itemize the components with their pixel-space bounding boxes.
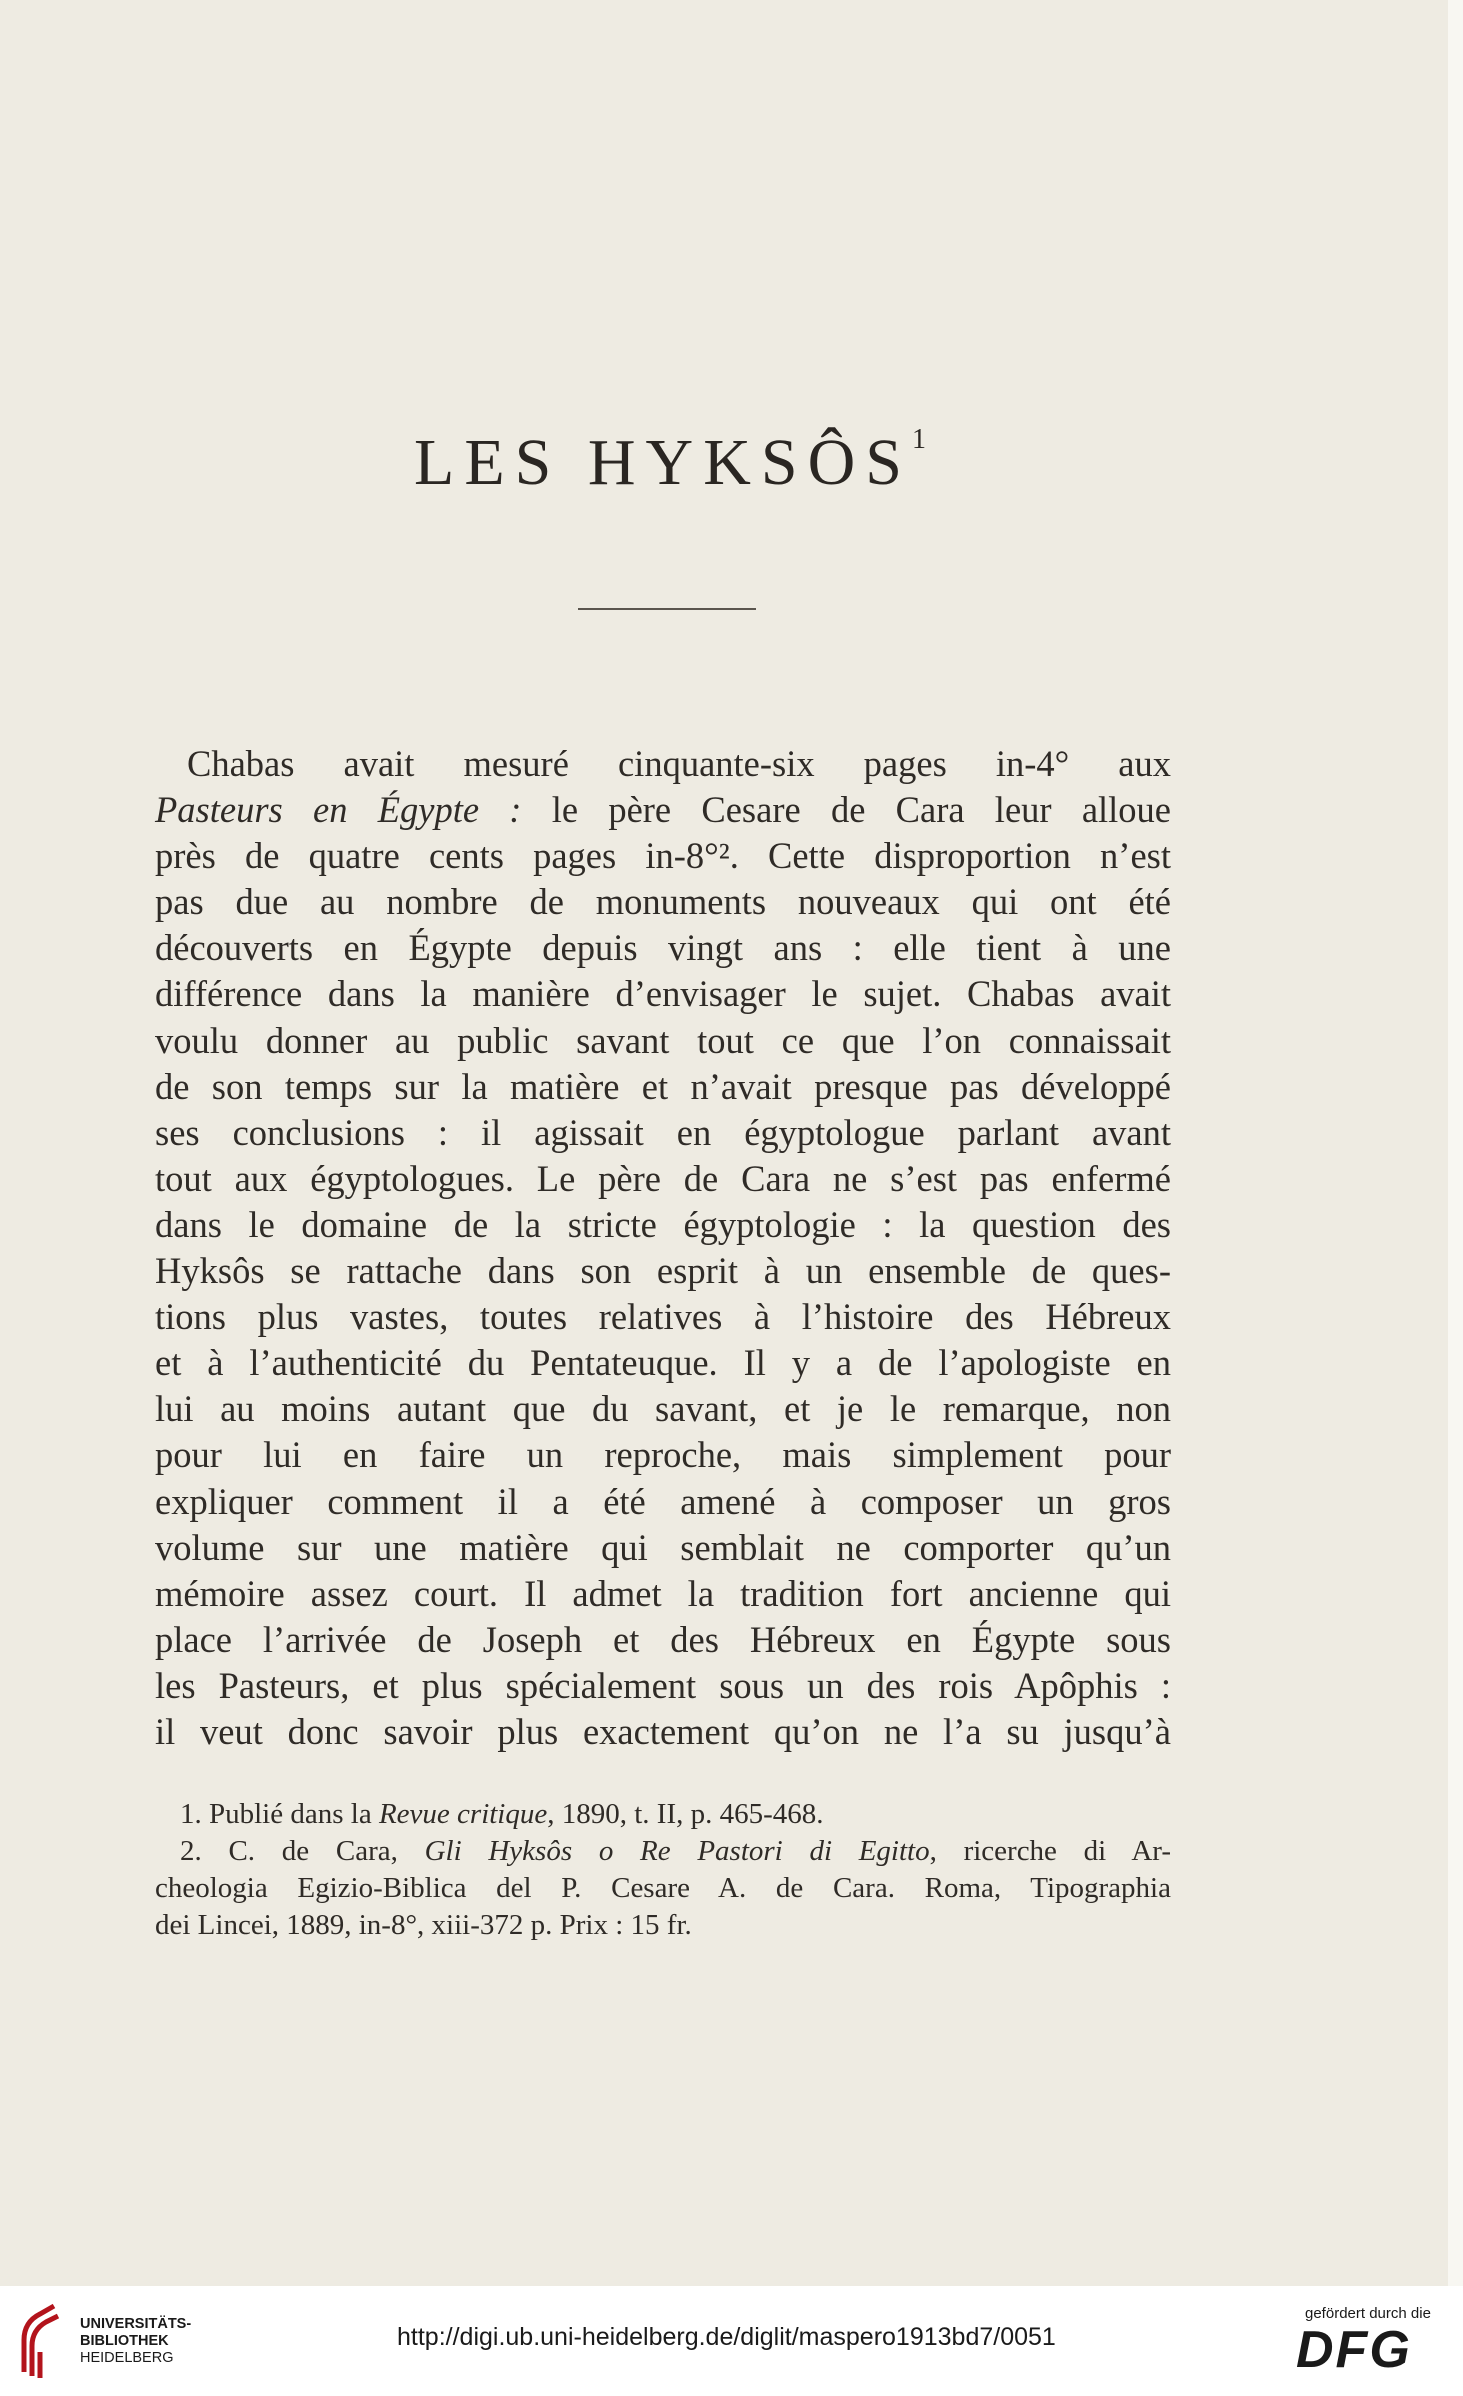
library-name-line-3: HEIDELBERG xyxy=(80,2350,174,2366)
library-name-line-1: UNIVERSITÄTS- xyxy=(80,2316,192,2332)
text-line: de son temps sur la matière et n’avait presque pas développé xyxy=(155,1065,1171,1107)
text-line-rest: le père Cesare de Cara leur alloue xyxy=(521,789,1171,831)
text-line: tions plus vastes, toutes relatives à l’histoire des Hébreux xyxy=(155,1296,1171,1338)
title-text: LES HYKSÔS xyxy=(414,426,912,499)
text-line: place l’arrivée de Joseph et des Hébreux en Égypte sous xyxy=(155,1618,1171,1660)
footnote-text: , 1890, t. II, p. 465-468. xyxy=(547,1798,824,1830)
footnote-1 xyxy=(155,1796,1171,1833)
footnotes xyxy=(155,1796,1171,1944)
text-line: volume sur une matière qui semblait ne comporter qu’un xyxy=(155,1526,1171,1568)
footnote-italic: Gli Hyksôs o Re Pastori di Egitto xyxy=(424,1835,930,1867)
footnote-text: , ricerche di Ar- xyxy=(929,1835,1171,1867)
text-line: et à l’authenticité du Pentateuque. Il y a de l’apologiste en xyxy=(155,1342,1171,1384)
page-edge xyxy=(1448,0,1463,2286)
text-line: voulu donner au public savant tout ce que l’on connaissait xyxy=(155,1019,1171,1061)
text-line: différence dans la manière d’envisager le sujet. Chabas avait xyxy=(155,973,1171,1015)
text-line: dans le domaine de la stricte égyptologie : la question des xyxy=(155,1203,1171,1245)
library-name xyxy=(80,2316,191,2367)
text-line: près de quatre cents pages in-8°². Cette disproportion n’est xyxy=(155,835,1171,877)
italic-title: Pasteurs en Égypte : xyxy=(155,789,522,831)
text-line: lui au moins autant que du savant, et je le remarque, non xyxy=(155,1388,1171,1430)
text-line: les Pasteurs, et plus spécialement sous un des rois Apôphis : xyxy=(155,1664,1171,1706)
text-line: découverts en Égypte depuis vingt ans : elle tient à une xyxy=(155,927,1171,969)
text-line: pas due au nombre de monuments nouveaux qui ont été xyxy=(155,881,1171,923)
text-line: Chabas avait mesuré cinquante-six pages in-4° aux xyxy=(187,743,1171,784)
footnote-2 xyxy=(155,1833,1171,1870)
text-line: tout aux égyptologues. Le père de Cara ne s’est pas enfermé xyxy=(155,1157,1171,1199)
page-title xyxy=(0,424,1340,499)
text-line: il veut donc savoir plus exactement qu’on ne l’a su jusqu’à xyxy=(155,1710,1171,1752)
text-line: pour lui en faire un reproche, mais simplement pour xyxy=(155,1434,1171,1476)
text-line xyxy=(155,787,1171,833)
source-url[interactable]: http://digi.ub.uni-heidelberg.de/diglit/maspero1913bd7/0051 xyxy=(397,2323,1056,2351)
title-divider xyxy=(578,608,756,610)
text-line: Hyksôs se rattache dans son esprit à un ensemble de ques- xyxy=(155,1250,1171,1292)
footnote-italic: Revue critique xyxy=(378,1798,548,1830)
library-name-line-2: BIBLIOTHEK xyxy=(80,2333,169,2349)
title-footnote-marker: 1 xyxy=(911,424,926,455)
text-line: expliquer comment il a été amené à composer un gros xyxy=(155,1480,1171,1522)
footnote-2-line-3: dei Lincei, 1889, in-8°, xiii-372 p. Prix : 15 fr. xyxy=(155,1909,692,1941)
footnote-text: 1. Publié dans la xyxy=(180,1798,379,1830)
body-paragraph xyxy=(155,741,1171,1755)
library-logo-icon xyxy=(16,2300,60,2380)
footnote-text: 2. C. de Cara, xyxy=(180,1835,425,1867)
dfg-logo: DFG xyxy=(1296,2321,1412,2379)
text-line: ses conclusions : il agissait en égyptologue parlant avant xyxy=(155,1111,1171,1153)
footnote-2-line-2: cheologia Egizio-Biblica del P. Cesare A. de Cara. Roma, Tipographia xyxy=(155,1872,1171,1904)
text-line: mémoire assez court. Il admet la tradition fort ancienne qui xyxy=(155,1572,1171,1614)
sponsor-label: gefördert durch die xyxy=(1305,2305,1431,2322)
